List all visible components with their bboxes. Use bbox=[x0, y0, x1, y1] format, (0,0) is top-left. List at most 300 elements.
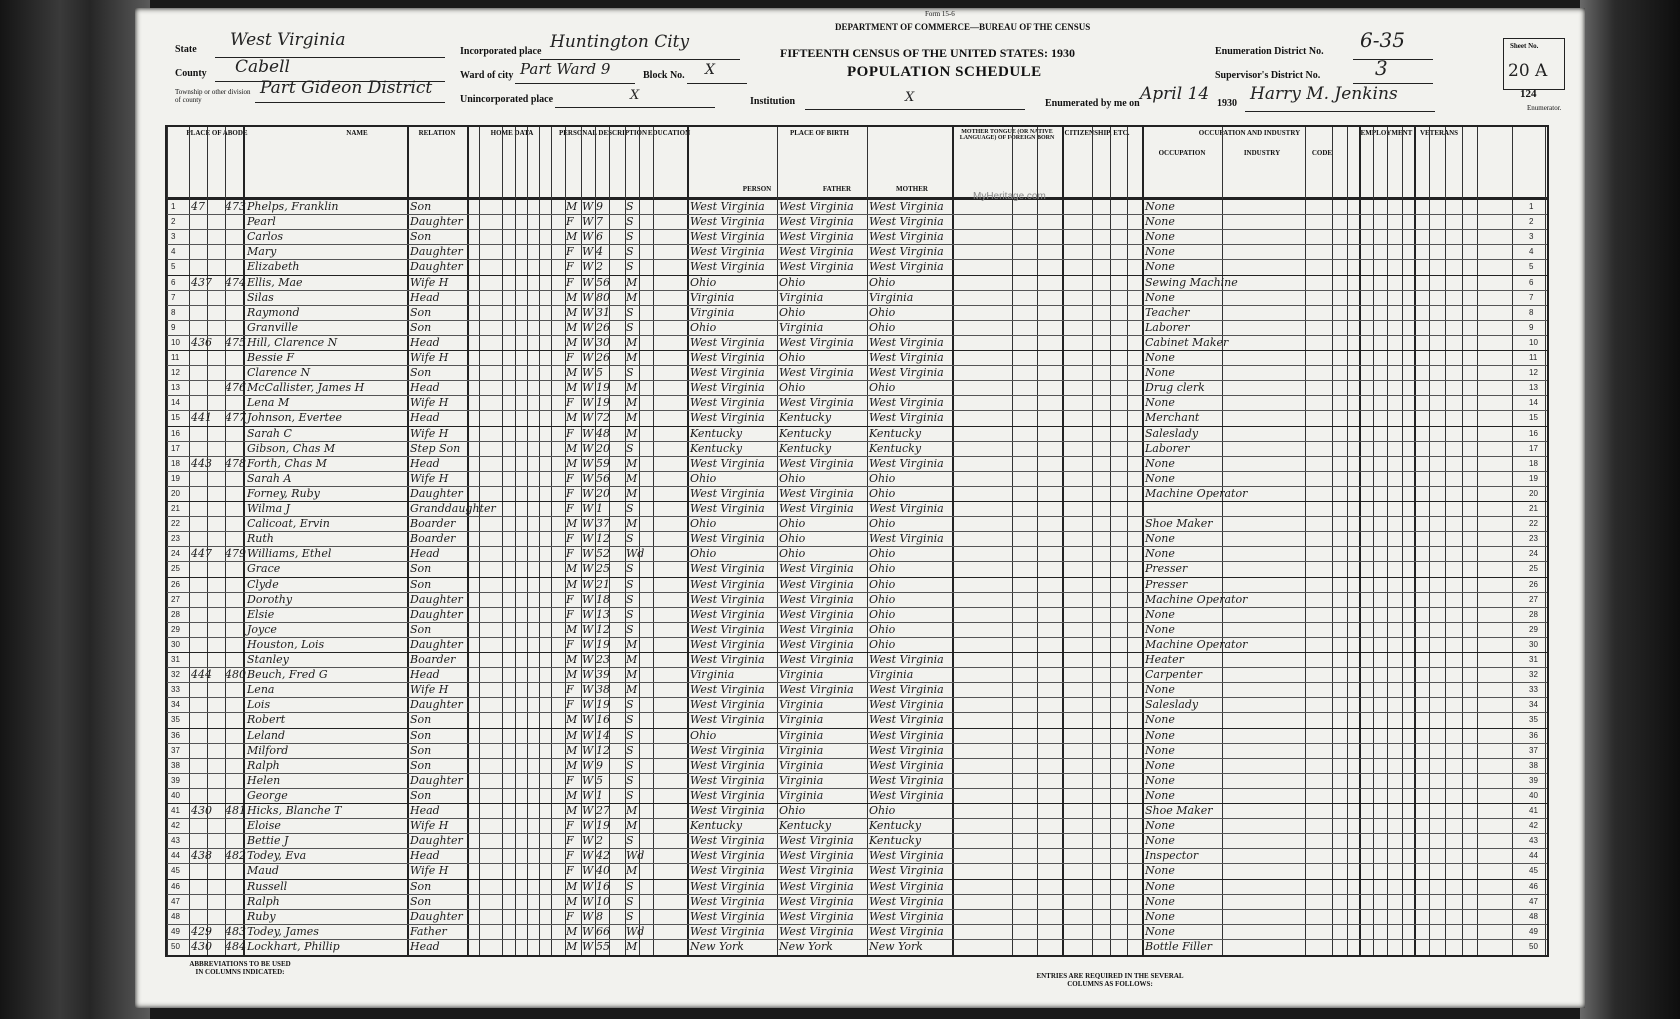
relation: Head bbox=[410, 381, 440, 395]
occupation: None bbox=[1145, 547, 1175, 561]
sex: F bbox=[566, 864, 574, 878]
birthplace-person: West Virginia bbox=[690, 698, 765, 712]
line-number: 37 bbox=[171, 745, 180, 755]
birthplace-mother: West Virginia bbox=[869, 849, 944, 863]
race: W bbox=[582, 517, 594, 531]
census-row bbox=[167, 561, 1547, 577]
marital-status: M bbox=[626, 804, 638, 817]
marital-status: S bbox=[626, 320, 634, 334]
race: W bbox=[582, 245, 594, 259]
birthplace-person: West Virginia bbox=[690, 486, 765, 500]
marital-status: M bbox=[626, 864, 638, 878]
person-name: Eloise bbox=[247, 819, 281, 833]
person-name: Phelps, Franklin bbox=[247, 200, 339, 213]
birthplace-father: Virginia bbox=[779, 788, 824, 802]
birthplace-mother: West Virginia bbox=[869, 502, 944, 515]
census-row bbox=[167, 365, 1547, 381]
age: 42 bbox=[596, 849, 610, 863]
occupation: None bbox=[1145, 622, 1175, 636]
marital-status: S bbox=[626, 713, 634, 727]
relation: Daughter bbox=[410, 592, 463, 606]
line-number: 22 bbox=[171, 519, 180, 529]
birthplace-person: West Virginia bbox=[690, 773, 765, 787]
marital-status: S bbox=[626, 441, 634, 455]
sex: F bbox=[566, 819, 574, 833]
birthplace-father: West Virginia bbox=[779, 577, 854, 591]
age: 27 bbox=[596, 804, 610, 817]
person-name: Elizabeth bbox=[247, 260, 300, 274]
census-row bbox=[167, 773, 1547, 789]
line-number: 25 bbox=[1529, 564, 1538, 574]
person-name: Grace bbox=[247, 562, 281, 576]
race: W bbox=[582, 396, 594, 410]
relation: Head bbox=[410, 335, 440, 349]
incorporated-label: Incorporated place bbox=[460, 46, 542, 57]
group-occupation: OCCUPATION AND INDUSTRY bbox=[1198, 129, 1301, 137]
relation: Daughter bbox=[410, 773, 463, 787]
birthplace-father: Kentucky bbox=[779, 441, 832, 455]
line-number: 46 bbox=[1529, 881, 1538, 891]
marital-status: S bbox=[626, 305, 634, 319]
sheet-label: Sheet No. bbox=[1510, 42, 1539, 50]
census-row bbox=[167, 290, 1547, 306]
birthplace-mother: New York bbox=[869, 939, 923, 953]
sex: M bbox=[566, 366, 578, 380]
birthplace-person: West Virginia bbox=[690, 532, 765, 546]
ward-label: Ward of city bbox=[460, 70, 514, 81]
birthplace-mother: West Virginia bbox=[869, 788, 944, 802]
census-row bbox=[167, 441, 1547, 457]
birthplace-mother: West Virginia bbox=[869, 924, 944, 938]
relation: Son bbox=[410, 200, 432, 213]
race: W bbox=[582, 849, 594, 863]
township-label: Township or other division of county bbox=[175, 88, 251, 104]
census-row bbox=[167, 380, 1547, 396]
birthplace-person: New York bbox=[690, 939, 744, 953]
person-name: Maud bbox=[247, 864, 279, 878]
line-number: 40 bbox=[1529, 790, 1538, 800]
marital-status: Wd bbox=[626, 547, 645, 561]
unincorporated-label: Unincorporated place bbox=[460, 94, 554, 105]
age: 38 bbox=[596, 683, 610, 697]
marital-status: S bbox=[626, 562, 634, 576]
occupation: Inspector bbox=[1145, 849, 1199, 863]
line-number: 45 bbox=[171, 866, 180, 876]
birthplace-father: Ohio bbox=[779, 547, 806, 561]
abbreviations-title: ABBREVIATIONS TO BE USED IN COLUMNS INDICATED: bbox=[189, 960, 291, 976]
occupation: None bbox=[1145, 532, 1175, 546]
person-name: Elsie bbox=[247, 607, 275, 621]
person-name: Milford bbox=[247, 743, 289, 757]
race: W bbox=[582, 834, 594, 848]
race: W bbox=[582, 471, 594, 485]
line-number: 17 bbox=[1529, 443, 1538, 453]
birthplace-mother: West Virginia bbox=[869, 698, 944, 712]
marital-status: S bbox=[626, 502, 634, 515]
state-label: State bbox=[175, 44, 197, 55]
occupation: Merchant bbox=[1145, 411, 1200, 425]
person-name: Forth, Chas M bbox=[247, 456, 327, 470]
birthplace-father: West Virginia bbox=[779, 864, 854, 878]
birthplace-father: West Virginia bbox=[779, 260, 854, 274]
age: 4 bbox=[596, 245, 603, 259]
birthplace-person: West Virginia bbox=[690, 804, 765, 817]
line-number: 16 bbox=[171, 428, 180, 438]
family-number: 473 bbox=[225, 200, 246, 213]
birthplace-father: New York bbox=[779, 939, 833, 953]
census-row bbox=[167, 516, 1547, 532]
block-value: X bbox=[705, 62, 715, 78]
census-row bbox=[167, 214, 1547, 230]
family-number: 474 bbox=[225, 275, 246, 289]
line-number: 32 bbox=[171, 670, 180, 680]
line-number: 44 bbox=[171, 851, 180, 861]
birthplace-mother: Virginia bbox=[869, 290, 914, 304]
line-number: 10 bbox=[1529, 337, 1538, 347]
birthplace-person: West Virginia bbox=[690, 879, 765, 893]
sex: M bbox=[566, 335, 578, 349]
relation: Head bbox=[410, 456, 440, 470]
birthplace-mother: West Virginia bbox=[869, 743, 944, 757]
relation: Wife H bbox=[410, 864, 449, 878]
line-number: 18 bbox=[171, 458, 180, 468]
dwelling-number: 437 bbox=[191, 275, 212, 289]
marital-status: Wd bbox=[626, 849, 645, 863]
marital-status: M bbox=[626, 396, 638, 410]
person-name: Sarah C bbox=[247, 426, 292, 440]
census-row bbox=[167, 199, 1547, 215]
census-row bbox=[167, 592, 1547, 608]
census-row bbox=[167, 818, 1547, 834]
birthplace-person: West Virginia bbox=[690, 366, 765, 380]
family-number: 482 bbox=[225, 849, 246, 863]
race: W bbox=[582, 864, 594, 878]
township-value: Part Gideon District bbox=[260, 78, 433, 98]
birthplace-mother: Kentucky bbox=[869, 819, 922, 833]
census-row bbox=[167, 622, 1547, 638]
line-number: 25 bbox=[171, 564, 180, 574]
birthplace-mother: Kentucky bbox=[869, 834, 922, 848]
line-number: 43 bbox=[1529, 836, 1538, 846]
relation: Son bbox=[410, 305, 432, 319]
birthplace-father: Ohio bbox=[779, 517, 806, 531]
census-row bbox=[167, 682, 1547, 698]
person-name: Clarence N bbox=[247, 366, 311, 380]
marital-status: S bbox=[626, 366, 634, 380]
sex: F bbox=[566, 547, 574, 561]
birthplace-mother: West Virginia bbox=[869, 200, 944, 213]
ward-value: Part Ward 9 bbox=[520, 60, 611, 78]
sex: M bbox=[566, 305, 578, 319]
person-name: Ralph bbox=[247, 758, 280, 772]
line-number: 41 bbox=[171, 806, 180, 815]
sex: F bbox=[566, 834, 574, 848]
relation: Son bbox=[410, 788, 432, 802]
age: 31 bbox=[596, 305, 610, 319]
group-abode: PLACE OF ABODE bbox=[186, 129, 248, 137]
race: W bbox=[582, 728, 594, 742]
birth-father: FATHER bbox=[822, 185, 852, 193]
marital-status: M bbox=[626, 381, 638, 395]
group-employment: EMPLOYMENT bbox=[1360, 129, 1413, 137]
birthplace-mother: Ohio bbox=[869, 517, 896, 531]
birthplace-mother: West Virginia bbox=[869, 773, 944, 787]
race: W bbox=[582, 230, 594, 244]
line-number: 13 bbox=[1529, 383, 1538, 393]
occupation: Laborer bbox=[1145, 441, 1190, 455]
sex: M bbox=[566, 728, 578, 742]
race: W bbox=[582, 456, 594, 470]
person-name: Silas bbox=[247, 290, 274, 304]
relation: Wife H bbox=[410, 426, 449, 440]
age: 12 bbox=[596, 743, 610, 757]
footer bbox=[165, 958, 1545, 1006]
line-number: 38 bbox=[171, 760, 180, 770]
marital-status: S bbox=[626, 230, 634, 244]
age: 72 bbox=[596, 411, 610, 425]
occupation: None bbox=[1145, 924, 1175, 938]
birthplace-father: Virginia bbox=[779, 698, 824, 712]
birthplace-mother: Ohio bbox=[869, 637, 896, 651]
marital-status: S bbox=[626, 577, 634, 591]
person-name: Carlos bbox=[247, 230, 284, 244]
sex: F bbox=[566, 396, 574, 410]
birthplace-person: West Virginia bbox=[690, 411, 765, 425]
enum-district-value: 6-35 bbox=[1360, 28, 1405, 52]
occupation: None bbox=[1145, 366, 1175, 380]
occupation: None bbox=[1145, 894, 1175, 908]
marital-status: S bbox=[626, 894, 634, 908]
birthplace-mother: West Virginia bbox=[869, 713, 944, 727]
birthplace-father: Ohio bbox=[779, 471, 806, 485]
age: 1 bbox=[596, 502, 603, 515]
census-row bbox=[167, 275, 1547, 291]
line-number: 21 bbox=[171, 504, 180, 513]
person-name: Sarah A bbox=[247, 471, 292, 485]
age: 13 bbox=[596, 607, 610, 621]
sex: M bbox=[566, 230, 578, 244]
line-number: 45 bbox=[1529, 866, 1538, 876]
birthplace-mother: West Virginia bbox=[869, 758, 944, 772]
relation: Daughter bbox=[410, 486, 463, 500]
age: 26 bbox=[596, 351, 610, 364]
occupation: None bbox=[1145, 788, 1175, 802]
birthplace-mother: Ohio bbox=[869, 305, 896, 319]
occ-code: CODE bbox=[1311, 149, 1333, 157]
census-row bbox=[167, 728, 1547, 744]
race: W bbox=[582, 804, 594, 817]
age: 55 bbox=[596, 939, 610, 953]
unincorporated-value: X bbox=[630, 88, 640, 103]
marital-status: M bbox=[626, 637, 638, 651]
birthplace-person: West Virginia bbox=[690, 864, 765, 878]
birthplace-person: West Virginia bbox=[690, 909, 765, 923]
line-number: 46 bbox=[171, 881, 180, 891]
census-table bbox=[165, 125, 1549, 957]
dwelling-number: 444 bbox=[191, 668, 212, 682]
person-name: Beuch, Fred G bbox=[247, 668, 328, 682]
birthplace-person: West Virginia bbox=[690, 653, 765, 666]
sex: M bbox=[566, 562, 578, 576]
birthplace-mother: West Virginia bbox=[869, 728, 944, 742]
line-number: 8 bbox=[1529, 307, 1534, 317]
occupation: None bbox=[1145, 879, 1175, 893]
birthplace-father: Virginia bbox=[779, 668, 824, 682]
relation: Daughter bbox=[410, 909, 463, 923]
race: W bbox=[582, 351, 594, 364]
race: W bbox=[582, 200, 594, 213]
race: W bbox=[582, 773, 594, 787]
line-number: 20 bbox=[1529, 488, 1538, 498]
birthplace-mother: West Virginia bbox=[869, 366, 944, 380]
sex: F bbox=[566, 245, 574, 259]
supervisor-value: 3 bbox=[1375, 56, 1388, 80]
birthplace-mother: Ohio bbox=[869, 320, 896, 334]
birthplace-mother: West Virginia bbox=[869, 260, 944, 274]
line-number: 27 bbox=[171, 594, 180, 604]
birthplace-person: West Virginia bbox=[690, 758, 765, 772]
age: 52 bbox=[596, 547, 610, 561]
sex: M bbox=[566, 939, 578, 953]
person-name: Granville bbox=[247, 320, 298, 334]
census-row bbox=[167, 667, 1547, 683]
line-number: 27 bbox=[1529, 594, 1538, 604]
person-name: Ruby bbox=[247, 909, 276, 923]
occupation: None bbox=[1145, 351, 1175, 364]
person-name: Stanley bbox=[247, 653, 289, 666]
age: 19 bbox=[596, 698, 610, 712]
occupation: None bbox=[1145, 260, 1175, 274]
entries-title: ENTRIES ARE REQUIRED IN THE SEVERAL COLUMNS AS FOLLOWS: bbox=[1036, 972, 1184, 988]
line-number: 10 bbox=[171, 337, 180, 347]
marital-status: S bbox=[626, 245, 634, 259]
birthplace-father: West Virginia bbox=[779, 879, 854, 893]
line-number: 39 bbox=[171, 775, 180, 785]
birthplace-mother: West Virginia bbox=[869, 245, 944, 259]
occupation: Presser bbox=[1145, 562, 1188, 576]
relation: Daughter bbox=[410, 637, 463, 651]
birthplace-father: West Virginia bbox=[779, 502, 854, 515]
occupation: None bbox=[1145, 200, 1175, 213]
line-number: 24 bbox=[1529, 549, 1538, 559]
line-number: 43 bbox=[171, 836, 180, 846]
line-number: 28 bbox=[171, 609, 180, 619]
birthplace-father: Virginia bbox=[779, 743, 824, 757]
age: 18 bbox=[596, 592, 610, 606]
occupation: None bbox=[1145, 743, 1175, 757]
line-number: 35 bbox=[171, 715, 180, 725]
marital-status: S bbox=[626, 758, 634, 772]
relation: Head bbox=[410, 939, 440, 953]
line-number: 1 bbox=[171, 202, 176, 211]
relation: Step Son bbox=[410, 441, 461, 455]
line-number: 15 bbox=[1529, 413, 1538, 423]
relation: Son bbox=[410, 758, 432, 772]
race: W bbox=[582, 562, 594, 576]
family-number: 480 bbox=[225, 668, 246, 682]
line-number: 28 bbox=[1529, 609, 1538, 619]
age: 39 bbox=[596, 668, 610, 682]
sex: F bbox=[566, 471, 574, 485]
birthplace-mother: Ohio bbox=[869, 381, 896, 395]
race: W bbox=[582, 441, 594, 455]
marital-status: M bbox=[626, 683, 638, 697]
birthplace-mother: West Virginia bbox=[869, 456, 944, 470]
birthplace-person: West Virginia bbox=[690, 894, 765, 908]
marital-status: S bbox=[626, 728, 634, 742]
marital-status: S bbox=[626, 532, 634, 546]
birthplace-mother: Ohio bbox=[869, 547, 896, 561]
line-number: 36 bbox=[1529, 730, 1538, 740]
birthplace-mother: West Virginia bbox=[869, 411, 944, 425]
birthplace-person: Kentucky bbox=[690, 441, 743, 455]
race: W bbox=[582, 622, 594, 636]
birthplace-person: Kentucky bbox=[690, 819, 743, 833]
occupation: None bbox=[1145, 607, 1175, 621]
birthplace-father: Virginia bbox=[779, 290, 824, 304]
relation: Wife H bbox=[410, 683, 449, 697]
sex: M bbox=[566, 320, 578, 334]
relation: Son bbox=[410, 320, 432, 334]
line-number: 4 bbox=[171, 247, 176, 257]
age: 19 bbox=[596, 396, 610, 410]
occupation: Saleslady bbox=[1145, 698, 1199, 712]
dwelling-number: 441 bbox=[191, 411, 212, 425]
marital-status: M bbox=[626, 517, 638, 531]
sex: F bbox=[566, 592, 574, 606]
institution-label: Institution bbox=[750, 96, 796, 107]
birthplace-person: West Virginia bbox=[690, 743, 765, 757]
birthplace-person: West Virginia bbox=[690, 456, 765, 470]
birthplace-mother: Ohio bbox=[869, 607, 896, 621]
birthplace-person: West Virginia bbox=[690, 245, 765, 259]
occupation: None bbox=[1145, 864, 1175, 878]
line-number: 5 bbox=[1529, 262, 1534, 272]
race: W bbox=[582, 879, 594, 893]
sex: F bbox=[566, 260, 574, 274]
age: 56 bbox=[596, 275, 610, 289]
occupation: None bbox=[1145, 834, 1175, 848]
race: W bbox=[582, 698, 594, 712]
age: 25 bbox=[596, 562, 610, 576]
relation: Daughter bbox=[410, 834, 463, 848]
birthplace-father: West Virginia bbox=[779, 849, 854, 863]
dwelling-number: 438 bbox=[191, 849, 212, 863]
birthplace-mother: West Virginia bbox=[869, 335, 944, 349]
birthplace-mother: West Virginia bbox=[869, 230, 944, 244]
census-row bbox=[167, 350, 1547, 366]
census-row bbox=[167, 577, 1547, 593]
county-label: County bbox=[175, 68, 207, 79]
line-number: 29 bbox=[1529, 624, 1538, 634]
sex: F bbox=[566, 275, 574, 289]
person-name: Ellis, Mae bbox=[247, 275, 303, 289]
line-number: 16 bbox=[1529, 428, 1538, 438]
birthplace-father: Ohio bbox=[779, 532, 806, 546]
sex: F bbox=[566, 426, 574, 440]
line-number: 21 bbox=[1529, 504, 1538, 513]
line-number: 6 bbox=[1529, 277, 1534, 287]
relation: Granddaughter bbox=[410, 502, 496, 515]
age: 16 bbox=[596, 713, 610, 727]
occ-industry: INDUSTRY bbox=[1243, 149, 1281, 157]
relation: Wife H bbox=[410, 471, 449, 485]
dwelling-number: 447 bbox=[191, 547, 212, 561]
age: 26 bbox=[596, 320, 610, 334]
birthplace-father: Kentucky bbox=[779, 426, 832, 440]
birthplace-mother: West Virginia bbox=[869, 215, 944, 229]
line-number: 29 bbox=[171, 624, 180, 634]
